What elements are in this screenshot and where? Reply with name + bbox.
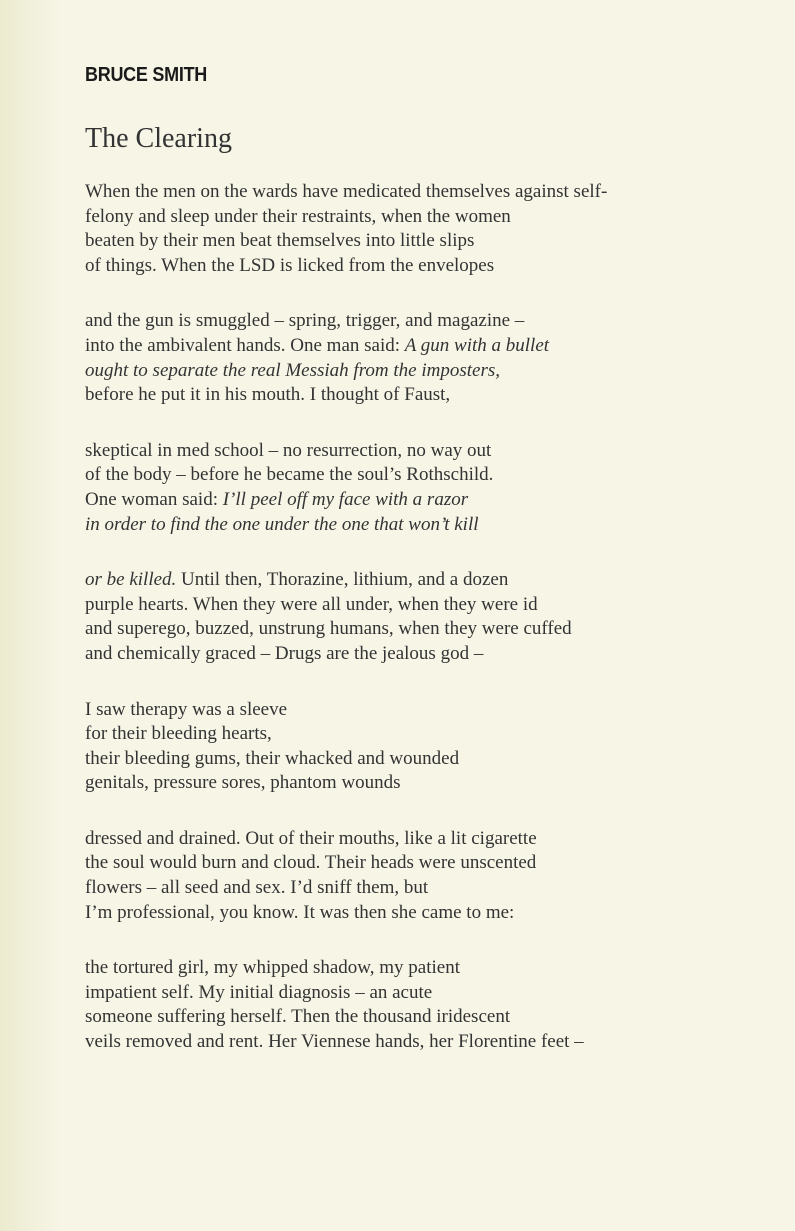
- poem-line: [85, 901, 607, 926]
- poem-line: [85, 359, 607, 384]
- poem-line: [85, 488, 607, 513]
- line-text: into the ambivalent hands. One man said:: [85, 334, 405, 356]
- poem-line: [85, 876, 607, 901]
- line-text: skeptical in med school – no resurrection, no way out: [85, 439, 492, 461]
- line-text: before he put it in his mouth. I thought of Faust,: [85, 384, 451, 406]
- poem-line: [85, 593, 607, 618]
- poem-line: [85, 383, 607, 408]
- italic-quote: ought to separate the real Messiah from the imposters,: [85, 359, 500, 381]
- line-text: I’m professional, you know. It was then she came to me:: [85, 901, 515, 923]
- poem-line: [85, 617, 607, 642]
- stanza: [85, 180, 607, 278]
- poem-line: [85, 439, 607, 464]
- line-text: and the gun is smuggled – spring, trigger, and magazine –: [85, 310, 525, 332]
- poem-line: [85, 642, 607, 667]
- line-text: beaten by their men beat themselves into little slips: [85, 230, 475, 252]
- line-text: the soul would burn and cloud. Their heads were unscented: [85, 852, 537, 874]
- italic-quote: or be killed.: [85, 569, 177, 591]
- line-text: someone suffering herself. Then the thousand iridescent: [85, 1006, 511, 1028]
- line-text: One woman said:: [85, 488, 223, 510]
- poem-line: [85, 180, 607, 205]
- line-text: felony and sleep under their restraints, when the women: [85, 205, 511, 227]
- stanza: [85, 956, 607, 1054]
- poem-line: [85, 698, 607, 723]
- italic-quote: I’ll peel off my face with a razor: [222, 488, 469, 510]
- stanza: [85, 827, 607, 925]
- poem-line: [85, 747, 607, 772]
- line-text: and chemically graced – Drugs are the jealous god –: [85, 642, 484, 664]
- line-text: When the men on the wards have medicated themselves against self-: [85, 181, 608, 202]
- line-text: purple hearts. When they were all under, when they were id: [85, 593, 538, 615]
- line-text: I saw therapy was a sleeve: [85, 698, 288, 720]
- poem-line: [85, 851, 607, 876]
- line-text: Until then, Thorazine, lithium, and a dozen: [176, 569, 509, 591]
- poem-line: [85, 956, 607, 981]
- stanza: [85, 698, 607, 796]
- poem-line: [85, 771, 607, 796]
- line-text: flowers – all seed and sex. I’d sniff them, but: [85, 877, 429, 899]
- page-gutter-shade: [0, 0, 60, 1231]
- poem-line: [85, 1030, 607, 1055]
- line-text: impatient self. My initial diagnosis – an acute: [85, 981, 433, 1003]
- line-text: dressed and drained. Out of their mouths, like a lit cigarette: [85, 827, 537, 849]
- poem-line: [85, 229, 607, 254]
- poem-line: [85, 463, 607, 488]
- poem-line: [85, 334, 607, 359]
- poem-line: [85, 981, 607, 1006]
- poem-line: [85, 513, 607, 538]
- italic-quote: A gun with a bullet: [404, 334, 550, 356]
- stanza: [85, 309, 607, 407]
- stanza: [85, 439, 607, 537]
- line-text: for their bleeding hearts,: [85, 723, 272, 745]
- italic-quote: in order to find the one under the one that won’t kill: [85, 513, 479, 535]
- line-text: genitals, pressure sores, phantom wounds: [85, 772, 401, 794]
- poem-line: [85, 1005, 607, 1030]
- line-text: of the body – before he became the soul’s Rothschild.: [85, 464, 494, 486]
- poem-title: The Clearing: [85, 123, 232, 154]
- line-text: their bleeding gums, their whacked and wounded: [85, 747, 460, 769]
- line-text: and superego, buzzed, unstrung humans, when they were cuffed: [85, 618, 572, 640]
- poem-body: [85, 180, 607, 1086]
- line-text: veils removed and rent. Her Viennese hands, her Florentine feet –: [85, 1031, 584, 1053]
- poem-line: [85, 827, 607, 852]
- poem-line: [85, 568, 607, 593]
- line-text: the tortured girl, my whipped shadow, my patient: [85, 957, 460, 979]
- poem-line: [85, 205, 607, 230]
- poem-line: [85, 309, 607, 334]
- poem-line: [85, 254, 607, 279]
- line-text: of things. When the LSD is licked from the envelopes: [85, 254, 495, 276]
- stanza: [85, 568, 607, 666]
- poet-name: BRUCE SMITH: [85, 64, 208, 86]
- poem-line: [85, 722, 607, 747]
